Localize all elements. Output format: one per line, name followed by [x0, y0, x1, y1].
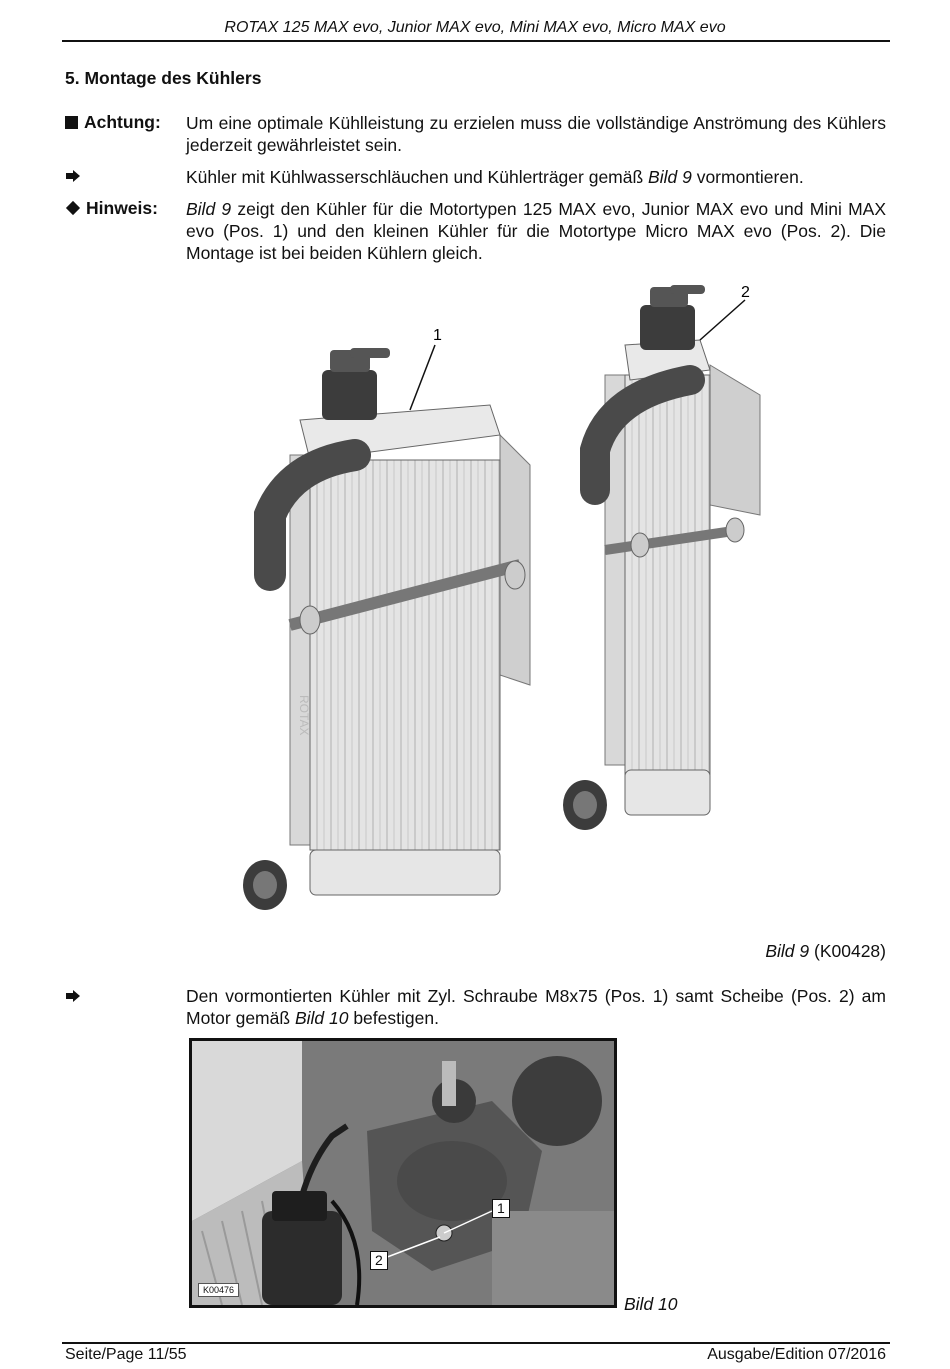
pos1-leader-line [410, 345, 435, 410]
pos2-leader-line [700, 300, 745, 340]
figure9-caption-ref: Bild 9 [765, 941, 810, 961]
step1-text-a: Kühler mit Kühlwasserschläuchen und Kühlerträger gemäß [186, 167, 649, 187]
step1-text [186, 166, 886, 188]
diamond-bullet-icon [66, 201, 80, 215]
achtung-label-row [65, 112, 161, 133]
step2-text-b: befestigen. [348, 1008, 439, 1028]
pos2-label: 2 [741, 284, 750, 301]
right-arrow-icon [66, 990, 80, 1002]
small-radiator [563, 285, 760, 830]
fig10-code: K00476 [198, 1283, 239, 1297]
hinweis-label: Hinweis: [86, 198, 158, 218]
hinweis-label-row [65, 198, 158, 219]
svg-text:ROTAX: ROTAX [297, 695, 311, 736]
square-bullet-icon [65, 116, 78, 129]
achtung-text: Um eine optimale Kühlleistung zu erzielen muss die vollständige Anströmung des Kühlers jederzeit gewährleistet sein. [186, 113, 886, 155]
step2-ref: Bild 10 [294, 1008, 349, 1028]
header-title: ROTAX 125 MAX evo, Junior MAX evo, Mini MAX evo, Micro MAX evo [224, 19, 726, 36]
section-title: 5. Montage des Kühlers [65, 68, 262, 88]
hinweis-ref: Bild 9 [186, 199, 232, 219]
engine-photo-drawing [192, 1041, 614, 1305]
pos1-label: 1 [433, 327, 442, 344]
step2-text-a: Den vormontierten Kühler mit Zyl. Schraube M8x75 (Pos. 1) samt Scheibe (Pos. 2) am Motor gemäß [186, 986, 886, 1028]
step2-text [186, 985, 886, 1029]
header-rule [62, 40, 890, 42]
figure10-caption: Bild 10 [624, 1294, 678, 1314]
hinweis-text [186, 198, 886, 264]
large-radiator [243, 348, 530, 910]
fig10-pos2-label: 2 [370, 1251, 388, 1270]
footer-edition: Ausgabe/Edition 07/2016 [707, 1346, 886, 1363]
achtung-label: Achtung: [84, 112, 161, 132]
step1-ref: Bild 9 [648, 167, 692, 187]
right-arrow-icon [66, 170, 80, 182]
fig10-pos1-label: 1 [492, 1199, 510, 1218]
footer-page: Seite/Page 11/55 [65, 1346, 187, 1363]
figure9-caption [765, 941, 886, 962]
engine-photo [189, 1038, 617, 1308]
footer-rule [62, 1342, 890, 1344]
figure9-caption-code: (K00428) [809, 941, 886, 961]
hinweis-body: zeigt den Kühler für die Motortypen 125 MAX evo, Junior MAX evo und Mini MAX evo (Pos. 1) und den kleinen Kühler für die Motortype Micro MAX evo (Pos. 2). Die Montage ist bei beiden Kühlern gleich. [186, 199, 886, 263]
step1-text-b: vormontieren. [691, 167, 804, 187]
radiator-illustration [230, 275, 770, 915]
